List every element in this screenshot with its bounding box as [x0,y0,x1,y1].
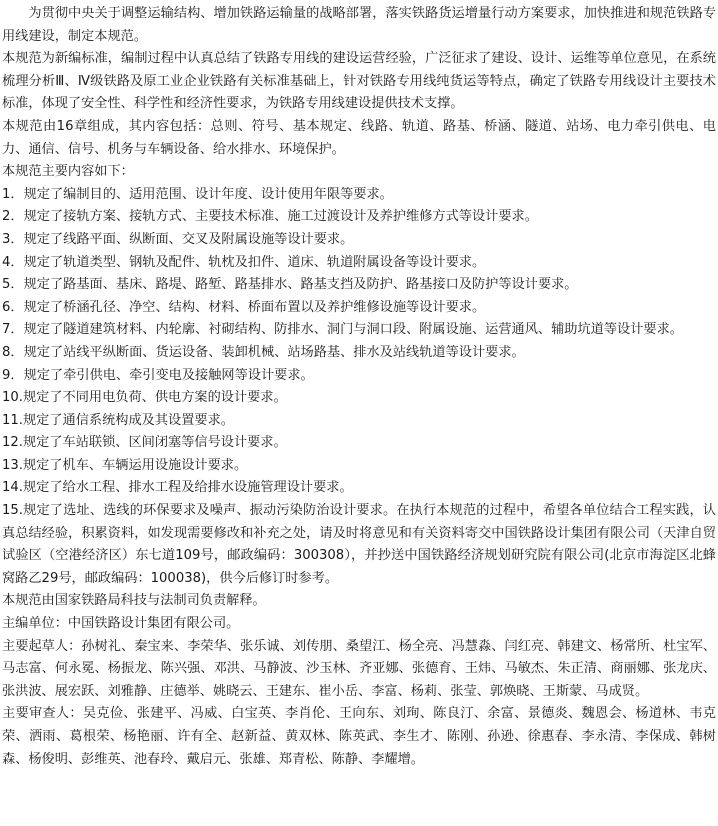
list-item: 11.规定了通信系统构成及其设置要求。 [2,412,234,428]
compile-note-paragraph: 本规范为新编标准，编制过程中认真总结了铁路专用线的建设运营经验，广泛征求了建设、设计、运维等单位意见，在系统梳理分析Ⅲ、Ⅳ级铁路及原工业企业铁路有关标准基础上，针对铁路专用线纯货运等特点，确定了铁路专用线设计主要技术标准，体现了安全性、科学性和经济性要求，为铁路专用线建设提供技术支撑。 [2,51,716,112]
list-item: 2．规定了接轨方案、接轨方式、主要技术标准、施工过渡设计及养护维修方式等设计要求。 [2,209,538,225]
list-item: 4．规定了轨道类型、钢轨及配件、轨枕及扣件、道床、轨道附属设备等设计要求。 [2,254,486,270]
intro-paragraph: 为贯彻中央关于调整运输结构、增加铁路运输量的战略部署，落实铁路货运增量行动方案要求，加快推进和规范铁路专用线建设，制定本规范。 [2,6,716,44]
reviewers-paragraph: 主要审查人：吴克俭、张建平、冯威、白宝英、李肖伦、王向东、刘珣、陈良汀、余富、景德炎、魏恩会、杨道林、韦克荣、洒雨、葛根荣、杨艳丽、许有全、赵新益、黄双林、陈英武、李生才、陈刚、孙逊、徐惠春、李永清、李保成、韩树森、杨俊明、彭维英、池春玲、戴启元、张雄、郑青松、陈静、李耀增。 [2,706,716,767]
list-item: 12.规定了车站联锁、区间闭塞等信号设计要求。 [2,435,287,451]
editor-unit-paragraph: 主编单位：中国铁路设计集团有限公司。 [2,616,240,632]
list-item: 13.规定了机车、车辆运用设施设计要求。 [2,457,248,473]
drafters-paragraph: 主要起草人：孙树礼、秦宝来、李荣华、张乐诚、刘传朋、桑望江、杨全亮、冯慧淼、闫红亮、韩建文、杨常所、杜宝军、马志富、何永冕、杨振龙、陈兴强、邓洪、马静波、沙玉林、齐亚娜、张德育、王炜、马敏杰、朱正清、商丽娜、张龙庆、张洪波、展宏跃、刘雅静、庄德举、姚晓云、王建东、崔小岳、李富、杨莉、张莹、郭焕晓、王斯蒙、马成贤。 [2,638,716,699]
list-item: 6．规定了桥涵孔径、净空、结构、材料、桥面布置以及养护维修设施等设计要求。 [2,299,486,315]
list-item: 3．规定了线路平面、纵断面、交叉及附属设施等设计要求。 [2,231,354,247]
chapters-paragraph: 本规范由16章组成，其内容包括：总则、符号、基本规定、线路、轨道、路基、桥涵、隧道、站场、电力牵引供电、电力、通信、信号、机务与车辆设备、给水排水、环境保护。 [2,118,716,157]
list-item: 7．规定了隧道建筑材料、内轮廓、衬砌结构、防排水、洞门与洞口段、附属设施、运营通风、辅助坑道等设计要求。 [2,322,683,338]
list-item: 8．规定了站线平纵断面、货运设备、装卸机械、站场路基、排水及站线轨道等设计要求。 [2,344,525,360]
main-content-header: 本规范主要内容如下： [2,164,134,180]
list-item: 1．规定了编制目的、适用范围、设计年度、设计使用年限等要求。 [2,186,393,202]
list-item: 15.规定了选址、选线的环保要求及噪声、振动污染防治设计要求。在执行本规范的过程中，希望各单位结合工程实践，认真总结经验，积累资料，如发现需要修改和补充之处，请及时将意见和有关资料寄交中国铁路设计集团有限公司（天津自贸试验区（空港经济区）东七道109号，邮政编码：300308），并抄送中国铁路经济规划研究院有限公司(北京市海淀区北蜂窝路乙29号，邮政编码：100038)，供今后修订时参考。 [2,503,716,586]
interpretation-paragraph: 本规范由国家铁路局科技与法制司负责解释。 [2,593,266,609]
list-item: 10.规定了不同用电负荷、供电方案的设计要求。 [2,390,287,406]
list-item: 5．规定了路基面、基床、路堤、路堑、路基排水、路基支挡及防护、路基接口及防护等设计要求。 [2,277,578,293]
list-item: 9．规定了牵引供电、牵引变电及接触网等设计要求。 [2,367,314,383]
list-item: 14.规定了给水工程、排水工程及给排水设施管理设计要求。 [2,480,353,496]
